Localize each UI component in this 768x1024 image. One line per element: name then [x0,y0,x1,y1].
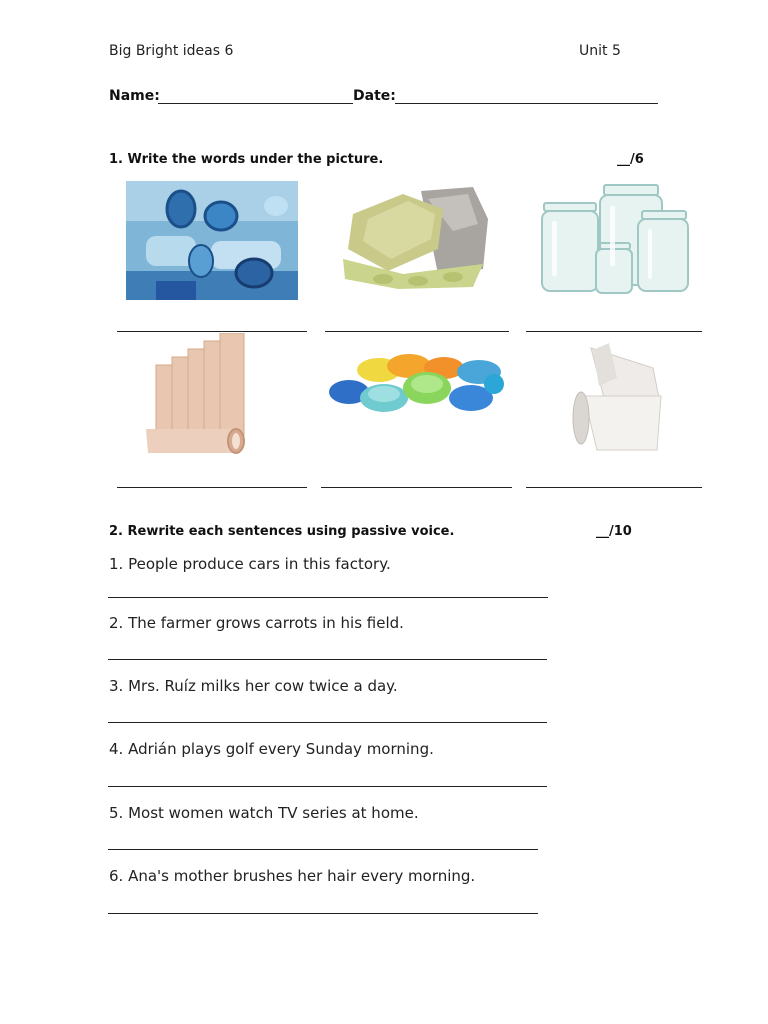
section1-score: __/6 [617,152,644,167]
answer-line[interactable] [321,487,512,488]
sentence-prompt: 3. Mrs. Ruíz milks her cow twice a day. [109,677,398,695]
answer-line[interactable] [108,786,547,787]
answer-line[interactable] [117,331,307,332]
sentence-prompt: 4. Adrián plays golf every Sunday morning. [109,740,434,758]
bottle-caps-icon [329,352,504,418]
section1-title: 1. Write the words under the picture. [109,152,384,167]
sentence-prompt: 5. Most women watch TV series at home. [109,804,419,822]
answer-line[interactable] [117,487,307,488]
sentence-prompt: 2. The farmer grows carrots in his field. [109,614,404,632]
book-title: Big Bright ideas 6 [109,43,234,59]
yogurt-pots-icon [569,338,665,455]
plastic-bottles-icon [126,181,298,300]
egg-cartons-icon [343,179,493,290]
name-field[interactable] [158,103,353,104]
cardboard-tubes-icon [136,333,248,455]
answer-line[interactable] [108,913,538,914]
answer-line[interactable] [325,331,509,332]
answer-line[interactable] [526,331,702,332]
unit-label: Unit 5 [579,43,621,59]
glass-jars-icon [540,181,690,296]
sentence-prompt: 6. Ana's mother brushes her hair every morning. [109,867,476,885]
sentence-prompt: 1. People produce cars in this factory. [109,555,391,573]
answer-line[interactable] [108,597,548,598]
date-field[interactable] [395,103,658,104]
answer-line[interactable] [108,722,547,723]
section2-title: 2. Rewrite each sentences using passive voice. [109,524,455,539]
section2-score: __/10 [596,524,632,539]
answer-line[interactable] [108,849,538,850]
date-label: Date: [353,88,396,104]
answer-line[interactable] [108,659,547,660]
name-label: Name: [109,88,160,104]
answer-line[interactable] [526,487,702,488]
